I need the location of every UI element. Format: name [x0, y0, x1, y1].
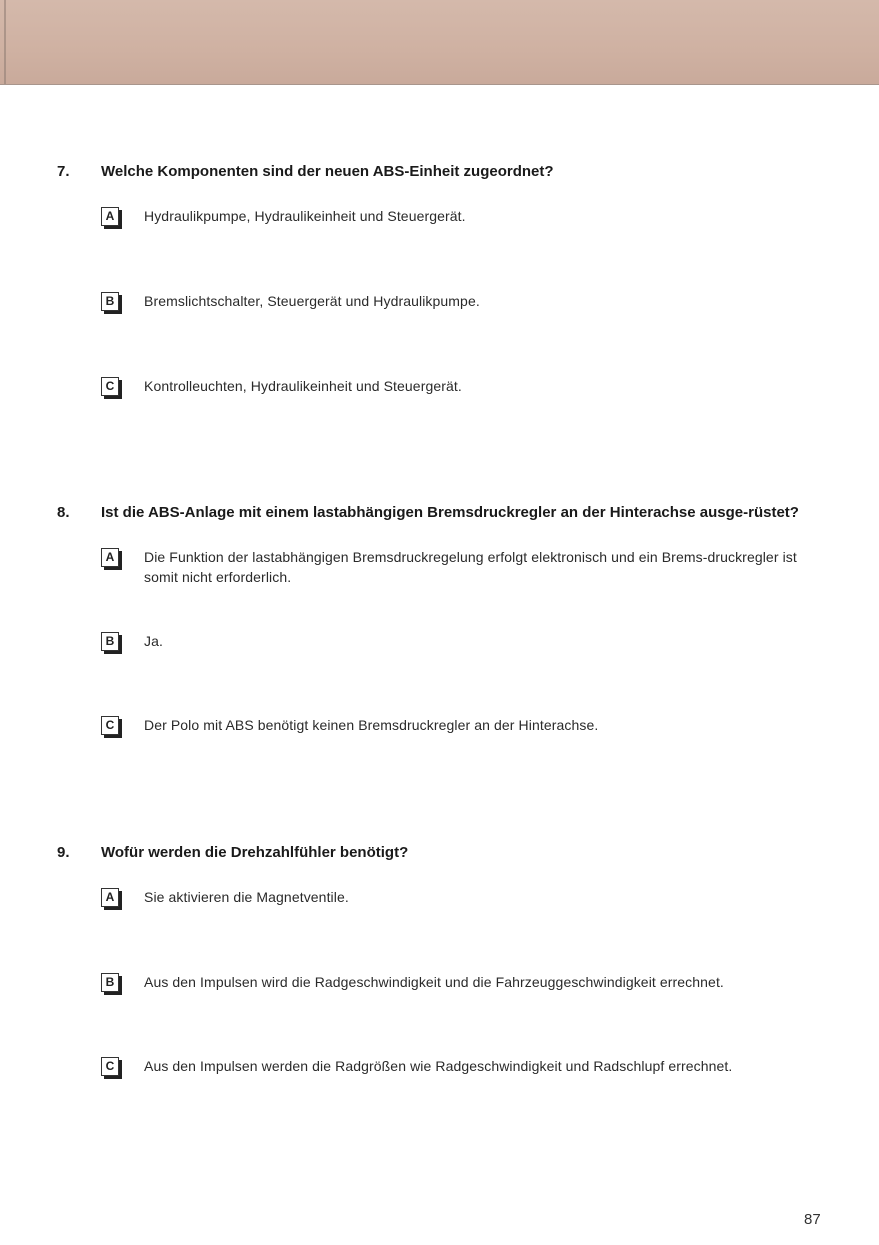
option-text: Aus den Impulsen werden die Radgrößen wie Radgeschwindigkeit und Radschlupf errechnet.: [144, 1058, 733, 1074]
option-text: Hydraulikpumpe, Hydraulikeinheit und Steuergerät.: [144, 208, 466, 224]
question-text: Ist die ABS-Anlage mit einem lastabhängigen Bremsdruckregler an der Hinterachse ausge-rüstet?: [101, 504, 799, 521]
option-text: Kontrolleuchten, Hydraulikeinheit und Steuergerät.: [144, 378, 462, 394]
option-text: Die Funktion der lastabhängigen Bremsdruckregelung erfolgt elektronisch und ein Brems-druckregler ist somit nicht erforderlich.: [144, 549, 797, 585]
option-letter-box[interactable]: B: [101, 292, 119, 311]
question-number: 9.: [57, 844, 70, 861]
option-text: Der Polo mit ABS benötigt keinen Bremsdruckregler an der Hinterachse.: [144, 717, 599, 733]
question-number: 8.: [57, 504, 70, 521]
header-band: [0, 0, 879, 85]
option-text: Aus den Impulsen wird die Radgeschwindigkeit und die Fahrzeuggeschwindigkeit errechnet.: [144, 974, 724, 990]
question-number: 7.: [57, 163, 70, 180]
question-text: Welche Komponenten sind der neuen ABS-Einheit zugeordnet?: [101, 163, 554, 180]
option-letter-box[interactable]: C: [101, 716, 119, 735]
option-text: Bremslichtschalter, Steuergerät und Hydraulikpumpe.: [144, 293, 480, 309]
page-edge: [4, 0, 6, 84]
option-letter-box[interactable]: A: [101, 548, 119, 567]
option-letter-box[interactable]: A: [101, 207, 119, 226]
option-letter-box[interactable]: C: [101, 377, 119, 396]
question-text: Wofür werden die Drehzahlfühler benötigt?: [101, 844, 409, 861]
option-letter-box[interactable]: B: [101, 973, 119, 992]
option-letter-box[interactable]: A: [101, 888, 119, 907]
option-letter-box[interactable]: B: [101, 632, 119, 651]
option-letter-box[interactable]: C: [101, 1057, 119, 1076]
option-text: Ja.: [144, 633, 163, 649]
option-text: Sie aktivieren die Magnetventile.: [144, 889, 349, 905]
page-number: 87: [804, 1211, 821, 1228]
